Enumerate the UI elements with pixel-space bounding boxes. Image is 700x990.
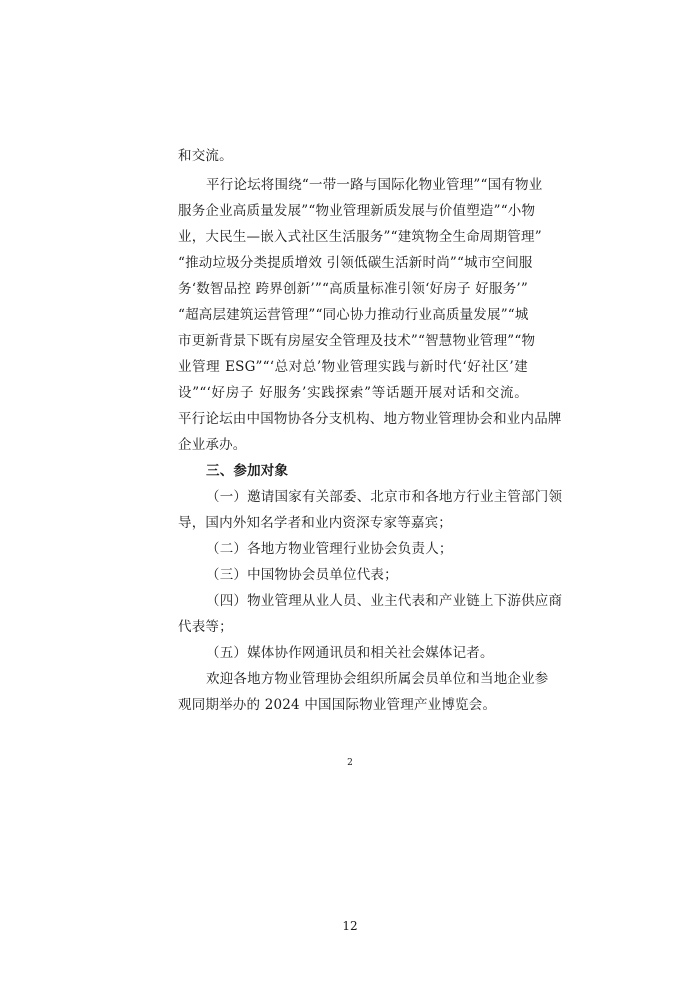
paragraph-line: 观同期举办的 2024 中国国际物业管理产业博览会。: [178, 697, 497, 713]
list-item-line: 导，国内外知名学者和业内资深专家等嘉宾；: [178, 515, 452, 531]
paragraph-line: 务‘数智品控 跨界创新’”“高质量标准引领‘好房子 好服务’”: [178, 281, 528, 297]
paragraph-line: 市更新背景下既有房屋安全管理及技术”“智慧物业管理”“物: [178, 333, 536, 349]
list-item-line: （四）物业管理从业人员、业主代表和产业链上下游供应商: [206, 593, 563, 609]
list-item-line: （二）各地方物业管理行业协会负责人；: [206, 541, 453, 557]
list-item-line: （三）中国物协会员单位代表；: [206, 567, 398, 583]
inner-page-number: 2: [347, 758, 353, 768]
paragraph-line: 业，大民生—嵌入式社区生活服务”“建筑物全生命周期管理”: [178, 229, 542, 245]
list-item-line: 代表等；: [178, 619, 233, 635]
paragraph-line: 服务企业高质量发展”“物业管理新质发展与价值塑造”“小物: [178, 203, 536, 219]
paragraph-line: 业管理 ESG”“‘总对总’物业管理实践与新时代‘好社区’建: [178, 359, 528, 375]
paragraph-line: 设”“‘好房子 好服务’实践探索”等话题开展对话和交流。: [178, 385, 528, 401]
paragraph-line: 企业承办。: [178, 437, 247, 453]
page-number: 12: [342, 919, 358, 933]
list-item-line: （一）邀请国家有关部委、北京市和各地方行业主管部门领: [206, 489, 563, 505]
paragraph-line: “超高层建筑运营管理”“同心协力推动行业高质量发展”“城: [178, 307, 529, 323]
paragraph-line: 欢迎各地方物业管理协会组织所属会员单位和当地企业参: [206, 671, 549, 687]
paragraph-line: 和交流。: [178, 148, 233, 164]
paragraph-line: 平行论坛由中国物协各分支机构、地方物业管理协会和业内品牌: [178, 411, 562, 427]
section-heading: 三、参加对象: [206, 463, 289, 479]
paragraph-line: “推动垃圾分类提质增效 引领低碳生活新时尚”“城市空间服: [178, 255, 533, 271]
paragraph-line: 平行论坛将围绕“一带一路与国际化物业管理”“国有物业: [206, 177, 543, 193]
list-item-line: （五）媒体协作网通讯员和相关社会媒体记者。: [206, 645, 494, 661]
